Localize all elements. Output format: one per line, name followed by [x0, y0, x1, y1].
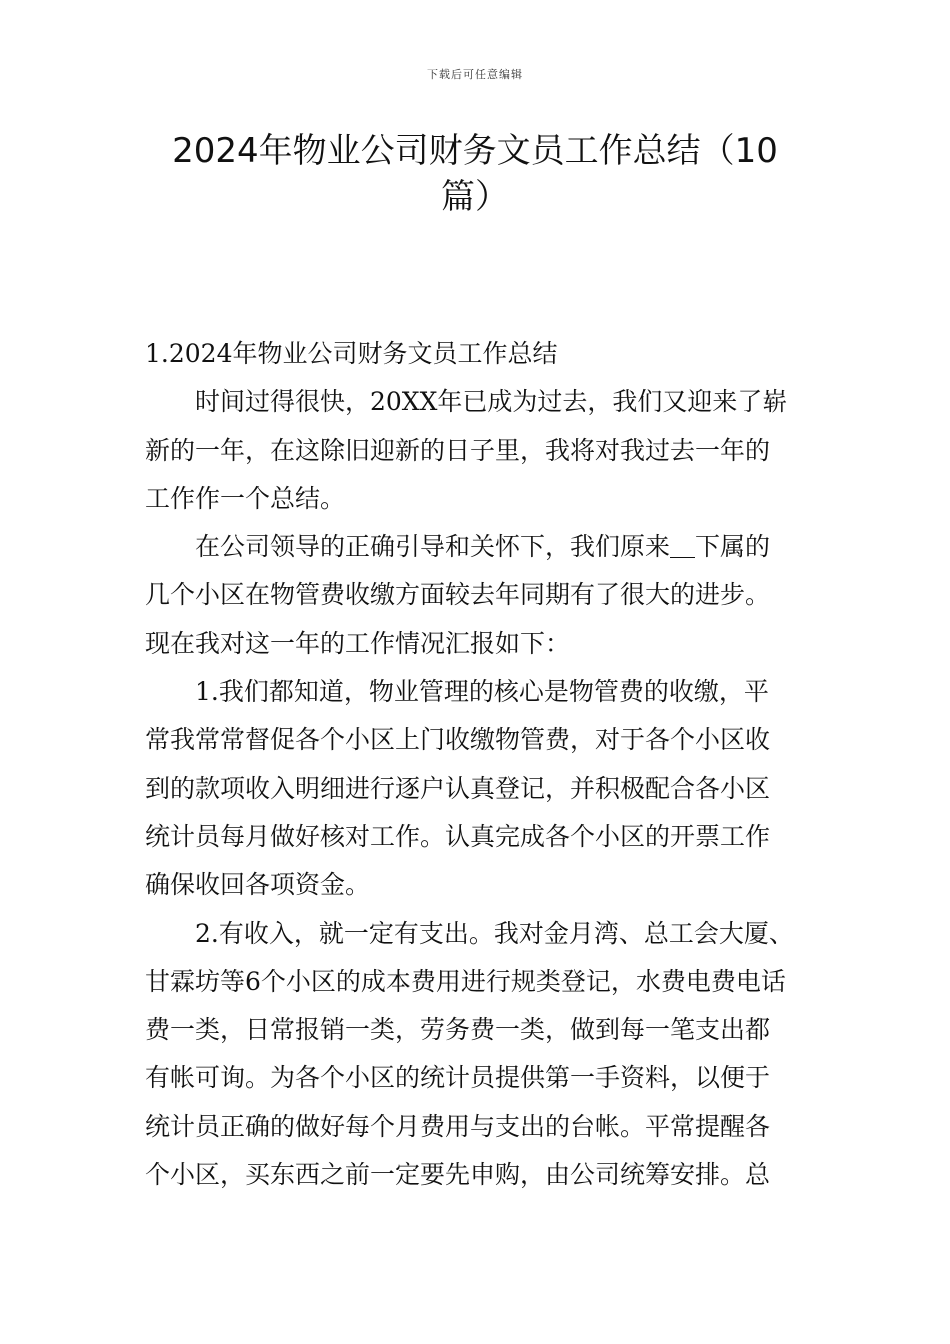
paragraph-line: 2.有收入，就一定有支出。我对金月湾、总工会大厦、: [195, 918, 794, 948]
paragraph-line: 有帐可询。为各个小区的统计员提供第一手资料，以便于: [145, 1063, 771, 1093]
paragraph-line: 现在我对这一年的工作情况汇报如下：: [145, 628, 571, 658]
paragraph-line: 在公司领导的正确引导和关怀下，我们原来＿下属的: [195, 532, 771, 562]
paragraph-line: 费一类，日常报销一类，劳务费一类，做到每一笔支出都: [145, 1015, 771, 1045]
document-title: [140, 128, 810, 220]
paragraph-line: 工作作一个总结。: [145, 483, 346, 513]
paragraph-line: 个小区，买东西之前一定要先申购，由公司统筹安排。总: [145, 1160, 771, 1190]
paragraph-line: 到的款项收入明细进行逐户认真登记，并积极配合各小区: [145, 773, 771, 803]
title-line-1: 2024年物业公司财务文员工作总结（10: [172, 131, 778, 171]
paragraph-line: 统计员每月做好核对工作。认真完成各个小区的开票工作: [145, 821, 771, 851]
paragraph-line: 几个小区在物管费收缴方面较去年同期有了很大的进步。: [145, 580, 771, 610]
paragraph-line: 统计员正确的做好每个月费用与支出的台帐。平常提醒各: [145, 1111, 771, 1141]
document-body: [145, 330, 810, 1199]
paragraph-line: 甘霖坊等6个小区的成本费用进行规类登记，水费电费电话: [145, 966, 786, 996]
paragraph-line: 时间过得很快，20XX年已成为过去，我们又迎来了崭: [195, 387, 788, 417]
header-note: 下载后可任意编辑: [427, 68, 523, 81]
paragraph-line: 常我常常督促各个小区上门收缴物管费，对于各个小区收: [145, 725, 771, 755]
paragraph-line: 新的一年，在这除旧迎新的日子里，我将对我过去一年的: [145, 435, 771, 465]
section-heading: 1.2024年物业公司财务文员工作总结: [145, 339, 558, 368]
title-line-2: 篇）: [441, 177, 509, 217]
paragraph-line: 确保收回各项资金。: [145, 870, 371, 900]
paragraph-line: 1.我们都知道，物业管理的核心是物管费的收缴，平: [195, 677, 769, 707]
